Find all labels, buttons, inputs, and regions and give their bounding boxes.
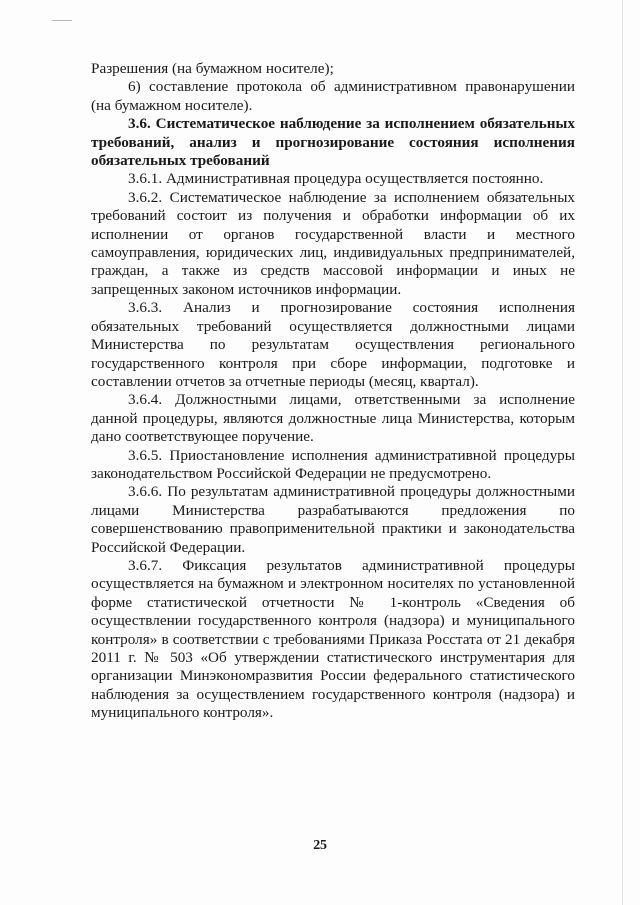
- document-body: [91, 60, 575, 723]
- section-heading-3-6: 3.6. Систематическое наблюдение за исполнением обязательных требований, анализ и прогнозирование состояния исполнения обязательных требований: [91, 115, 575, 170]
- page-number: 25: [313, 838, 327, 853]
- paragraph-3-6-3: 3.6.3. Анализ и прогнозирование состояния исполнения обязательных требований осуществляется должностными лицами Министерства по результатам осуществления регионального государственного контроля при сборе информации, подготовке и составлении отчетов за отчетные периоды (месяц, квартал).: [91, 299, 575, 390]
- paragraph-3-6-6: 3.6.6. По результатам административной процедуры должностными лицами Министерства разрабатываются предложения по совершенствованию правоприменительной практики и законодательства Российской Федерации.: [91, 483, 575, 556]
- paragraph-continuation: Разрешения (на бумажном носителе);: [91, 60, 334, 77]
- paragraph-3-6-7: 3.6.7. Фиксация результатов административной процедуры осуществляется на бумажном и электронном носителях по установленной форме статистической отчетности № 1-контроль «Сведения об осуществлении государственного контроля (надзора) и муниципального контроля» в соответствии с требованиями Приказа Росстата от 21 декабря 2011 г. № 503 «Об утверждении статистического инструментария для организации Минэкономразвития России федерального статистического наблюдения за осуществлением государственного контроля (надзора) и муниципального контроля».: [91, 556, 575, 722]
- paragraph-3-6-4: 3.6.4. Должностными лицами, ответственными за исполнение данной процедуры, являются должностные лица Министерства, которым дано соответствующее поручение.: [91, 391, 575, 446]
- scan-edge-line: [622, 0, 623, 905]
- paragraph-3-6-2: 3.6.2. Систематическое наблюдение за исполнением обязательных требований состоит из получения и обработки информации об их исполнении от органов государственной власти и местного самоуправления, юридических лиц, индивидуальных предпринимателей, граждан, а также из средств массовой информации и иных не запрещенных законом источников информации.: [91, 188, 575, 298]
- paragraph-3-6-5: 3.6.5. Приостановление исполнения административной процедуры законодательством Российской Федерации не предусмотрено.: [91, 446, 575, 482]
- paragraph-3-6-1: 3.6.1. Административная процедура осуществляется постоянно.: [128, 170, 544, 188]
- scan-artifact-line: [52, 20, 72, 21]
- paragraph-item-6: 6) составление протокола об административном правонарушении (на бумажном носителе).: [91, 78, 575, 114]
